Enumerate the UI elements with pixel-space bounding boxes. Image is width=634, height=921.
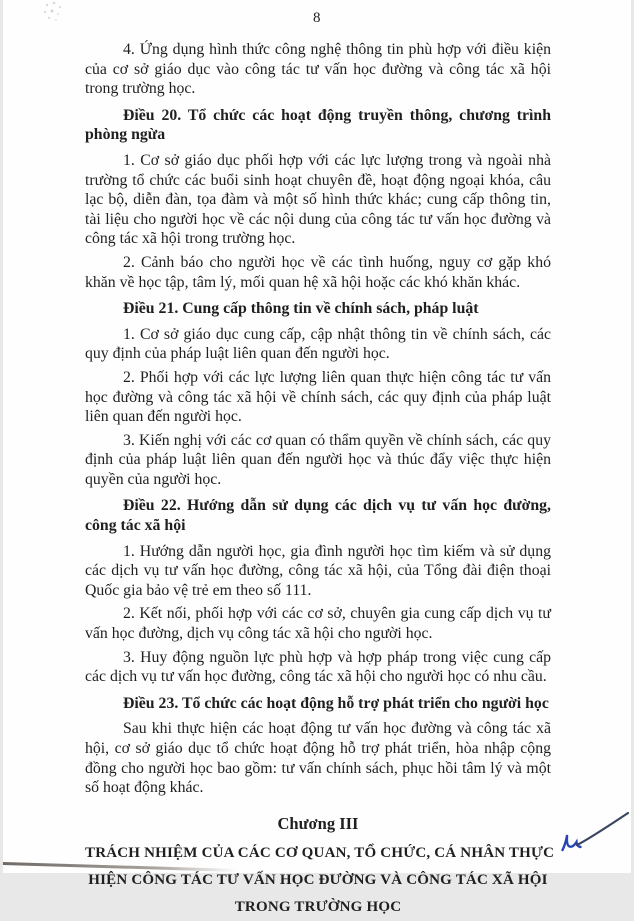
scanned-document-page (3, 0, 631, 915)
clause-paragraph: 4. Ứng dụng hình thức công nghệ thông tin phù hợp với điều kiện của cơ sở giáo dục vào công tác tư vấn học đường và công tác xã hội trong trường học. (85, 41, 551, 98)
clause-paragraph: 2. Kết nối, phối hợp với các cơ sở, chuyên gia cung cấp dịch vụ tư vấn học đường, dịch vụ công tác xã hội cho người học. (85, 605, 551, 643)
clause-paragraph: 1. Cơ sở giáo dục cung cấp, cập nhật thông tin về chính sách, các quy định của pháp luật liên quan đến người học. (85, 325, 551, 363)
clause-paragraph: 2. Phối hợp với các lực lượng liên quan thực hiện công tác tư vấn học đường và công tác xã hội về chính sách, các quy định của pháp luật liên quan đến người học. (85, 368, 551, 426)
clause-paragraph: 1. Hướng dẫn người học, gia đình người học tìm kiếm và sử dụng các dịch vụ tư vấn học đường, công tác xã hội, của Tổng đài điện thoại Quốc gia bảo vệ trẻ em theo số 111. (85, 542, 551, 599)
article-heading-dieu-22: Điều 22. Hướng dẫn sử dụng các dịch vụ tư vấn học đường, công tác xã hội (85, 497, 551, 535)
clause-paragraph: 3. Kiến nghị với các cơ quan có thẩm quyền về chính sách, các quy định của pháp luật liên quan đến người học và thúc đẩy việc thực hiện quyền của người học. (85, 431, 551, 488)
chapter-title-line: TRONG TRƯỜNG HỌC (234, 898, 402, 915)
pen-initial-mark (551, 806, 634, 858)
clause-paragraph: 3. Huy động nguồn lực phù hợp và hợp pháp trong việc cung cấp các dịch vụ tư vấn học đường, công tác xã hội cho người học có nhu cầu. (85, 648, 551, 686)
article-heading-dieu-21: Điều 21. Cung cấp thông tin về chính sách, pháp luật (123, 300, 479, 318)
chapter-label: Chương III (277, 813, 359, 833)
clause-paragraph: 2. Cảnh báo cho người học về các tình huống, nguy cơ gặp khó khăn về học tập, tâm lý, mối quan hệ xã hội hoặc các khó khăn khác. (85, 253, 551, 291)
clause-paragraph: Sau khi thực hiện các hoạt động tư vấn học đường và công tác xã hội, cơ sở giáo dục tổ chức hoạt động hỗ trợ phát triển, hòa nhập cộng đồng cho người học bao gồm: tư vấn chính sách, phục hồi tâm lý và một số hoạt động khác. (85, 720, 551, 797)
chapter-title-line: TRÁCH NHIỆM CỦA CÁC CƠ QUAN, TỔ CHỨC, CÁ NHÂN THỰC (85, 844, 555, 861)
page-number: 8 (313, 10, 321, 26)
scan-speckle-artifact (37, 0, 71, 26)
article-heading-dieu-20: Điều 20. Tổ chức các hoạt động truyền thông, chương trình phòng ngừa (85, 106, 551, 144)
chapter-title-line: HIỆN CÔNG TÁC TƯ VẤN HỌC ĐƯỜNG VÀ CÔNG TÁC XÃ HỘI (88, 871, 548, 888)
clause-paragraph: 1. Cơ sở giáo dục phối hợp với các lực lượng trong và ngoài nhà trường tổ chức các buổi sinh hoạt chuyên đề, hoạt động ngoại khóa, câu lạc bộ, diễn đàn, tọa đàm và một số hình thức khác; cung cấp thông tin, tài liệu cho người học về các nội dung của công tác tư vấn học đường và công tác xã hội trong trường học. (85, 151, 551, 248)
article-heading-dieu-23: Điều 23. Tổ chức các hoạt động hỗ trợ phát triển cho người học (123, 694, 549, 712)
document-body (3, 27, 631, 921)
